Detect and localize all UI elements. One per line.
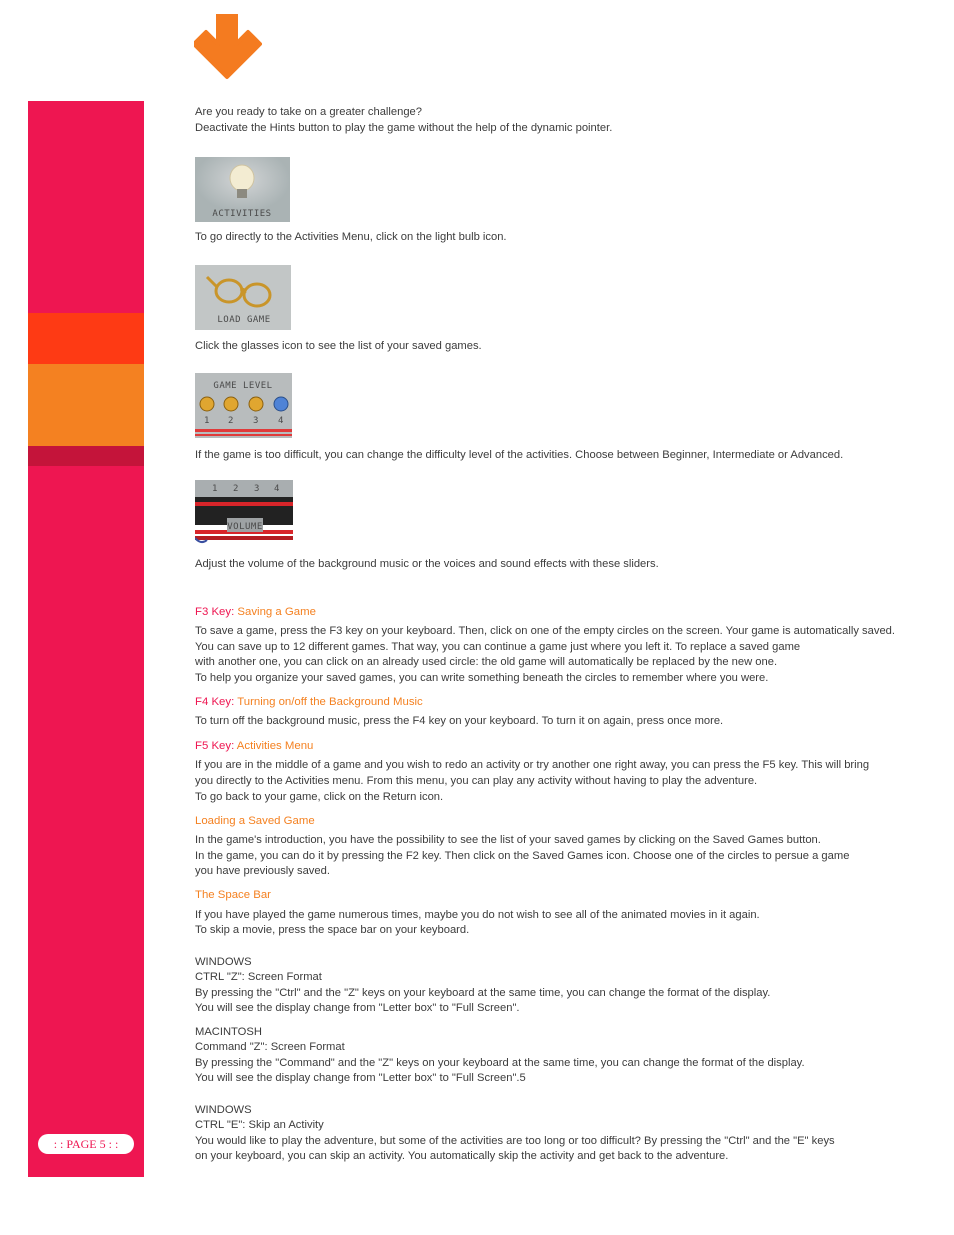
sidebar-band-orange: [28, 364, 144, 446]
sidebar-band-dark: [28, 446, 144, 466]
game-level-2: 2: [228, 416, 234, 426]
platform-1-shortcut: CTRL "Z": Screen Format: [195, 971, 322, 983]
platform-1-line-2: You will see the display change from "Letter box" to "Full Screen".: [195, 1002, 520, 1014]
game-level-caption: If the game is too difficult, you can change the difficulty level of the activities. Choose between Beginner, Intermediate or Advanced.: [195, 449, 844, 461]
platform-2-line-1: By pressing the "Command" and the "Z" keys on your keyboard at the same time, you can change the format of the display.: [195, 1057, 805, 1069]
section-f5-line-2: you directly to the Activities menu. From this menu, you can play any activity without having to play the adventure.: [195, 775, 758, 787]
section-f5-line-3: To go back to your game, click on the Return icon.: [195, 791, 444, 803]
volume-level-2: 2: [233, 484, 239, 494]
load-game-caption: Click the glasses icon to see the list of your saved games.: [195, 340, 482, 352]
volume-sliders-icon[interactable]: [195, 480, 293, 545]
activities-icon-label: ACTIVITIES: [212, 209, 272, 219]
platform-3-line-2: on your keyboard, you can skip an activity. You automatically skip the activity and get back to the adventure.: [195, 1150, 729, 1162]
section-f3-line-3: with another one, you can click on an already used circle: the old game will automatically be replaced by the new one.: [195, 656, 778, 668]
section-loading-line-1: In the game's introduction, you have the possibility to see the list of your saved games by clicking on the Saved Games button.: [195, 834, 821, 846]
game-level-icon[interactable]: [195, 373, 292, 438]
game-level-4: 4: [278, 416, 284, 426]
glasses-icon[interactable]: [195, 265, 291, 330]
platform-2-line-2: You will see the display change from "Letter box" to "Full Screen".5: [195, 1072, 526, 1084]
section-loading-line-3: you have previously saved.: [195, 865, 330, 877]
section-f4-line-1: To turn off the background music, press the F4 key on your keyboard. To turn it on again, press once more.: [195, 715, 724, 727]
section-f3-line-4: To help you organize your saved games, you can write something beneath the circles to remember where you were.: [195, 672, 769, 684]
activities-caption: To go directly to the Activities Menu, click on the light bulb icon.: [195, 231, 507, 243]
platform-2-os: MACINTOSH: [195, 1026, 262, 1038]
section-f5-line-1: If you are in the middle of a game and you wish to redo an activity or try another one right away, you can press the F5 key. This will bring: [195, 759, 870, 771]
down-arrow-icon: [194, 14, 262, 84]
intro-line-1: Are you ready to take on a greater challenge?: [195, 106, 423, 118]
platform-3-line-1: You would like to play the adventure, but some of the activities are too long or too difficult? By pressing the "Ctrl" and the "E" keys: [195, 1135, 835, 1147]
page-number-badge: : : PAGE 5 : :: [38, 1134, 134, 1154]
volume-level-1: 1: [212, 484, 218, 494]
intro-line-2: Deactivate the Hints button to play the game without the help of the dynamic pointer.: [195, 122, 613, 134]
game-level-3: 3: [253, 416, 259, 426]
section-heading-f5: F5 Key: Activities Menu: [195, 740, 314, 752]
platform-2-shortcut: Command "Z": Screen Format: [195, 1041, 345, 1053]
section-heading-spacebar: The Space Bar: [195, 889, 271, 901]
section-heading-loading: Loading a Saved Game: [195, 815, 315, 827]
game-level-1: 1: [204, 416, 210, 426]
volume-level-4: 4: [274, 484, 280, 494]
section-f3-line-1: To save a game, press the F3 key on your keyboard. Then, click on one of the empty circles on the screen. Your game is automatically saved.: [195, 625, 896, 637]
section-loading-line-2: In the game, you can do it by pressing the F2 key. Then click on the Saved Games icon. Choose one of the circles to persue a game: [195, 850, 850, 862]
platform-3-shortcut: CTRL "E": Skip an Activity: [195, 1119, 324, 1131]
volume-level-3: 3: [254, 484, 260, 494]
sidebar-stripe: [28, 101, 144, 1177]
activities-icon[interactable]: [195, 157, 290, 222]
game-level-label: GAME LEVEL: [213, 381, 273, 391]
section-f3-line-2: You can save up to 12 different games. That way, you can continue a game just where you left it. To replace a saved game: [195, 641, 801, 653]
platform-3-os: WINDOWS: [195, 1104, 252, 1116]
section-heading-f3: F3 Key: Saving a Game: [195, 606, 316, 618]
volume-caption: Adjust the volume of the background music or the voices and sound effects with these sliders.: [195, 558, 659, 570]
section-spacebar-line-2: To skip a movie, press the space bar on your keyboard.: [195, 924, 470, 936]
section-heading-f4: F4 Key: Turning on/off the Background Music: [195, 696, 423, 708]
load-game-icon-label: LOAD GAME: [217, 315, 271, 325]
section-spacebar-line-1: If you have played the game numerous times, maybe you do not wish to see all of the animated movies in it again.: [195, 909, 760, 921]
sidebar-band-red: [28, 313, 144, 364]
volume-label: VOLUME: [227, 522, 263, 532]
platform-1-line-1: By pressing the "Ctrl" and the "Z" keys on your keyboard at the same time, you can change the format of the display.: [195, 987, 771, 999]
platform-1-os: WINDOWS: [195, 956, 252, 968]
